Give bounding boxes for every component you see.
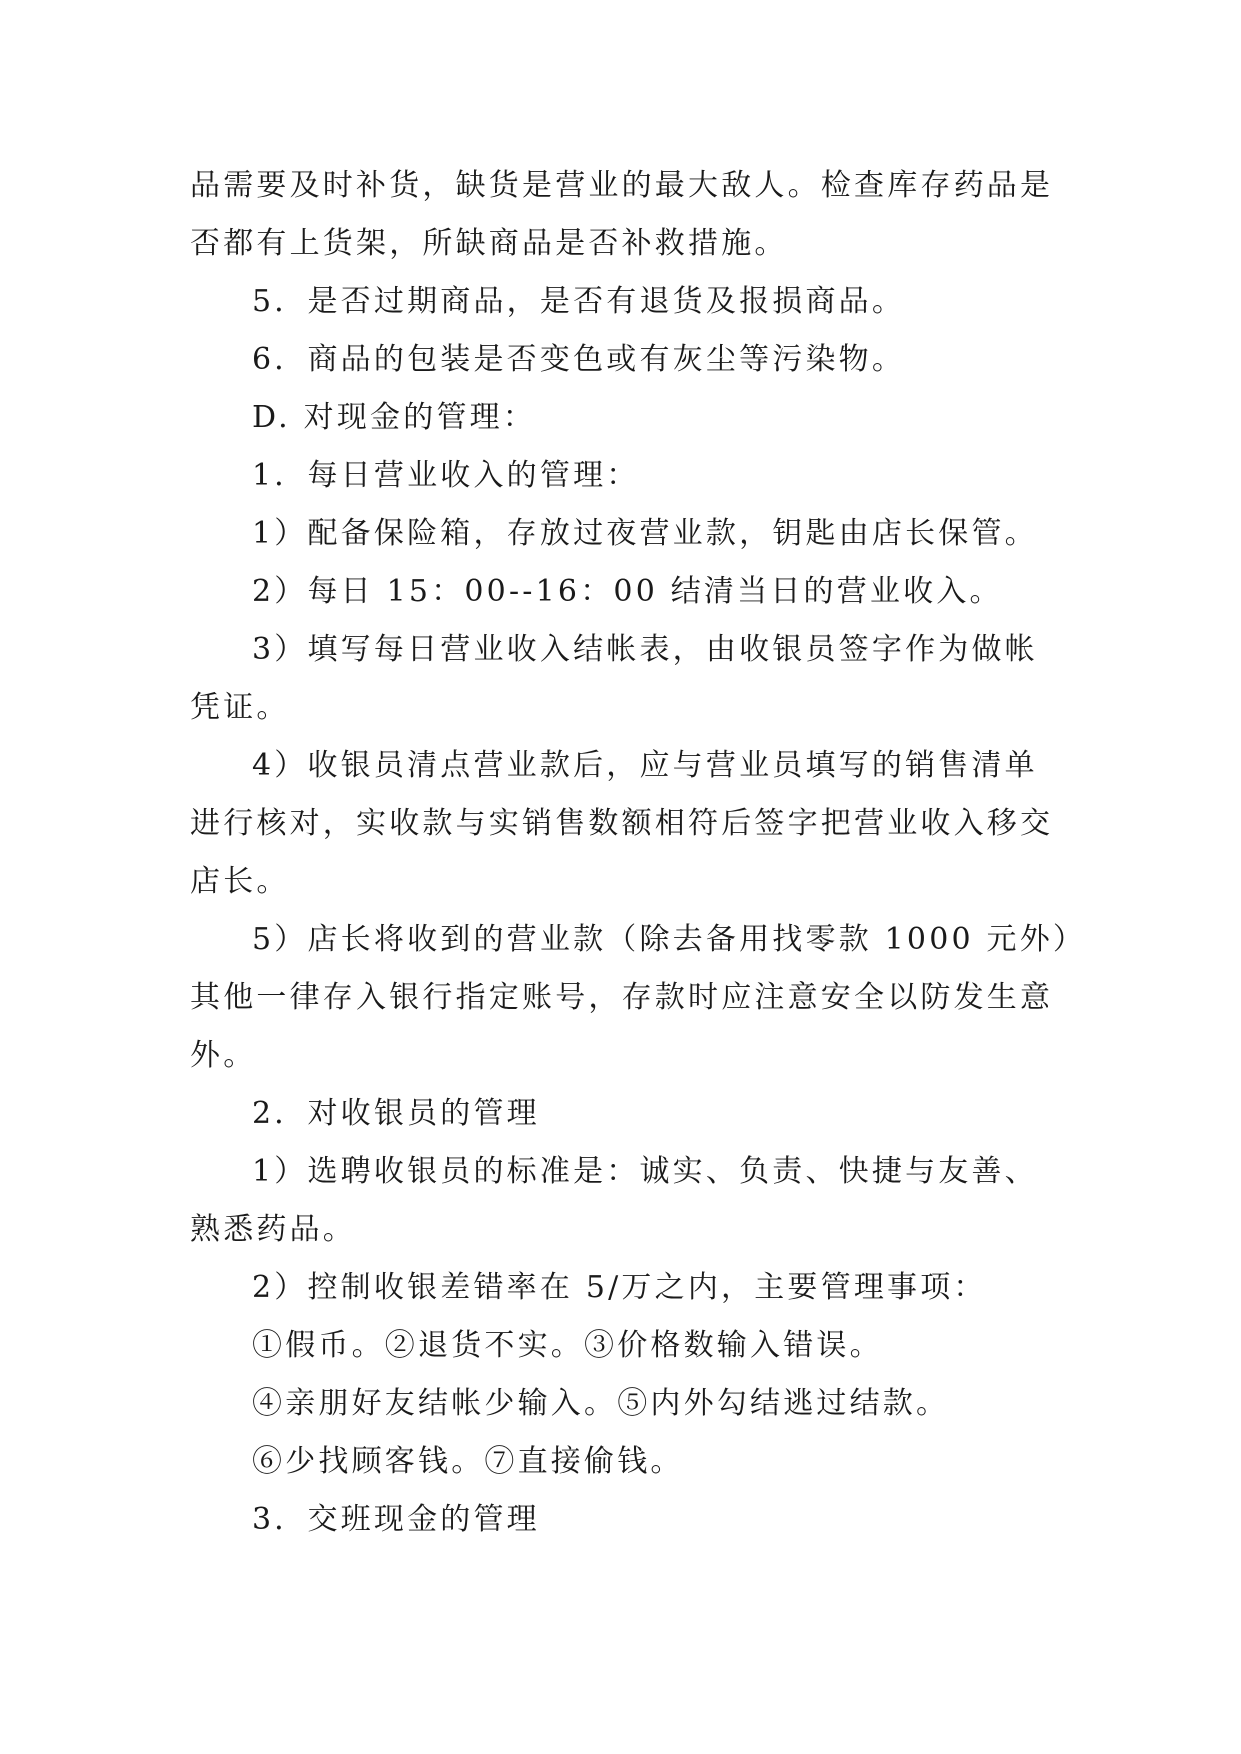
list-item: 6．商品的包装是否变色或有灰尘等污染物。 [252, 342, 906, 377]
list-item: ⑥少找顾客钱。⑦直接偷钱。 [252, 1444, 684, 1479]
paragraph-line: 外。 [190, 1038, 257, 1073]
list-item: 2）每日 15：00--16：00 结清当日的营业收入。 [252, 574, 1003, 609]
paragraph-line: 其他一律存入银行指定账号，存款时应注意安全以防发生意 [190, 980, 1054, 1015]
list-item: 3）填写每日营业收入结帐表，由收银员签字作为做帐 [252, 632, 1038, 667]
subsection-heading: 2．对收银员的管理 [252, 1096, 540, 1131]
paragraph-line: 否都有上货架，所缺商品是否补救措施。 [190, 226, 788, 261]
list-item: ④亲朋好友结帐少输入。⑤内外勾结逃过结款。 [252, 1386, 950, 1421]
subsection-heading: 1．每日营业收入的管理： [252, 458, 640, 493]
list-item: ①假币。②退货不实。③价格数输入错误。 [252, 1328, 883, 1363]
section-heading: D. 对现金的管理： [252, 400, 537, 435]
paragraph-line: 进行核对，实收款与实销售数额相符后签字把营业收入移交 [190, 806, 1054, 841]
paragraph-line: 凭证。 [190, 690, 290, 725]
list-item: 1）选聘收银员的标准是：诚实、负责、快捷与友善、 [252, 1154, 1038, 1189]
paragraph-line: 熟悉药品。 [190, 1212, 356, 1247]
list-item: 2）控制收银差错率在 5/万之内，主要管理事项： [252, 1270, 987, 1305]
list-item: 5）店长将收到的营业款（除去备用找零款 1000 元外） [252, 922, 1087, 957]
paragraph-line: 品需要及时补货，缺货是营业的最大敌人。检查库存药品是 [190, 168, 1054, 203]
list-item: 4）收银员清点营业款后，应与营业员填写的销售清单 [252, 748, 1038, 783]
list-item: 5．是否过期商品，是否有退货及报损商品。 [252, 284, 906, 319]
paragraph-line: 店长。 [190, 864, 290, 899]
subsection-heading: 3．交班现金的管理 [252, 1502, 540, 1537]
list-item: 1）配备保险箱，存放过夜营业款，钥匙由店长保管。 [252, 516, 1038, 551]
